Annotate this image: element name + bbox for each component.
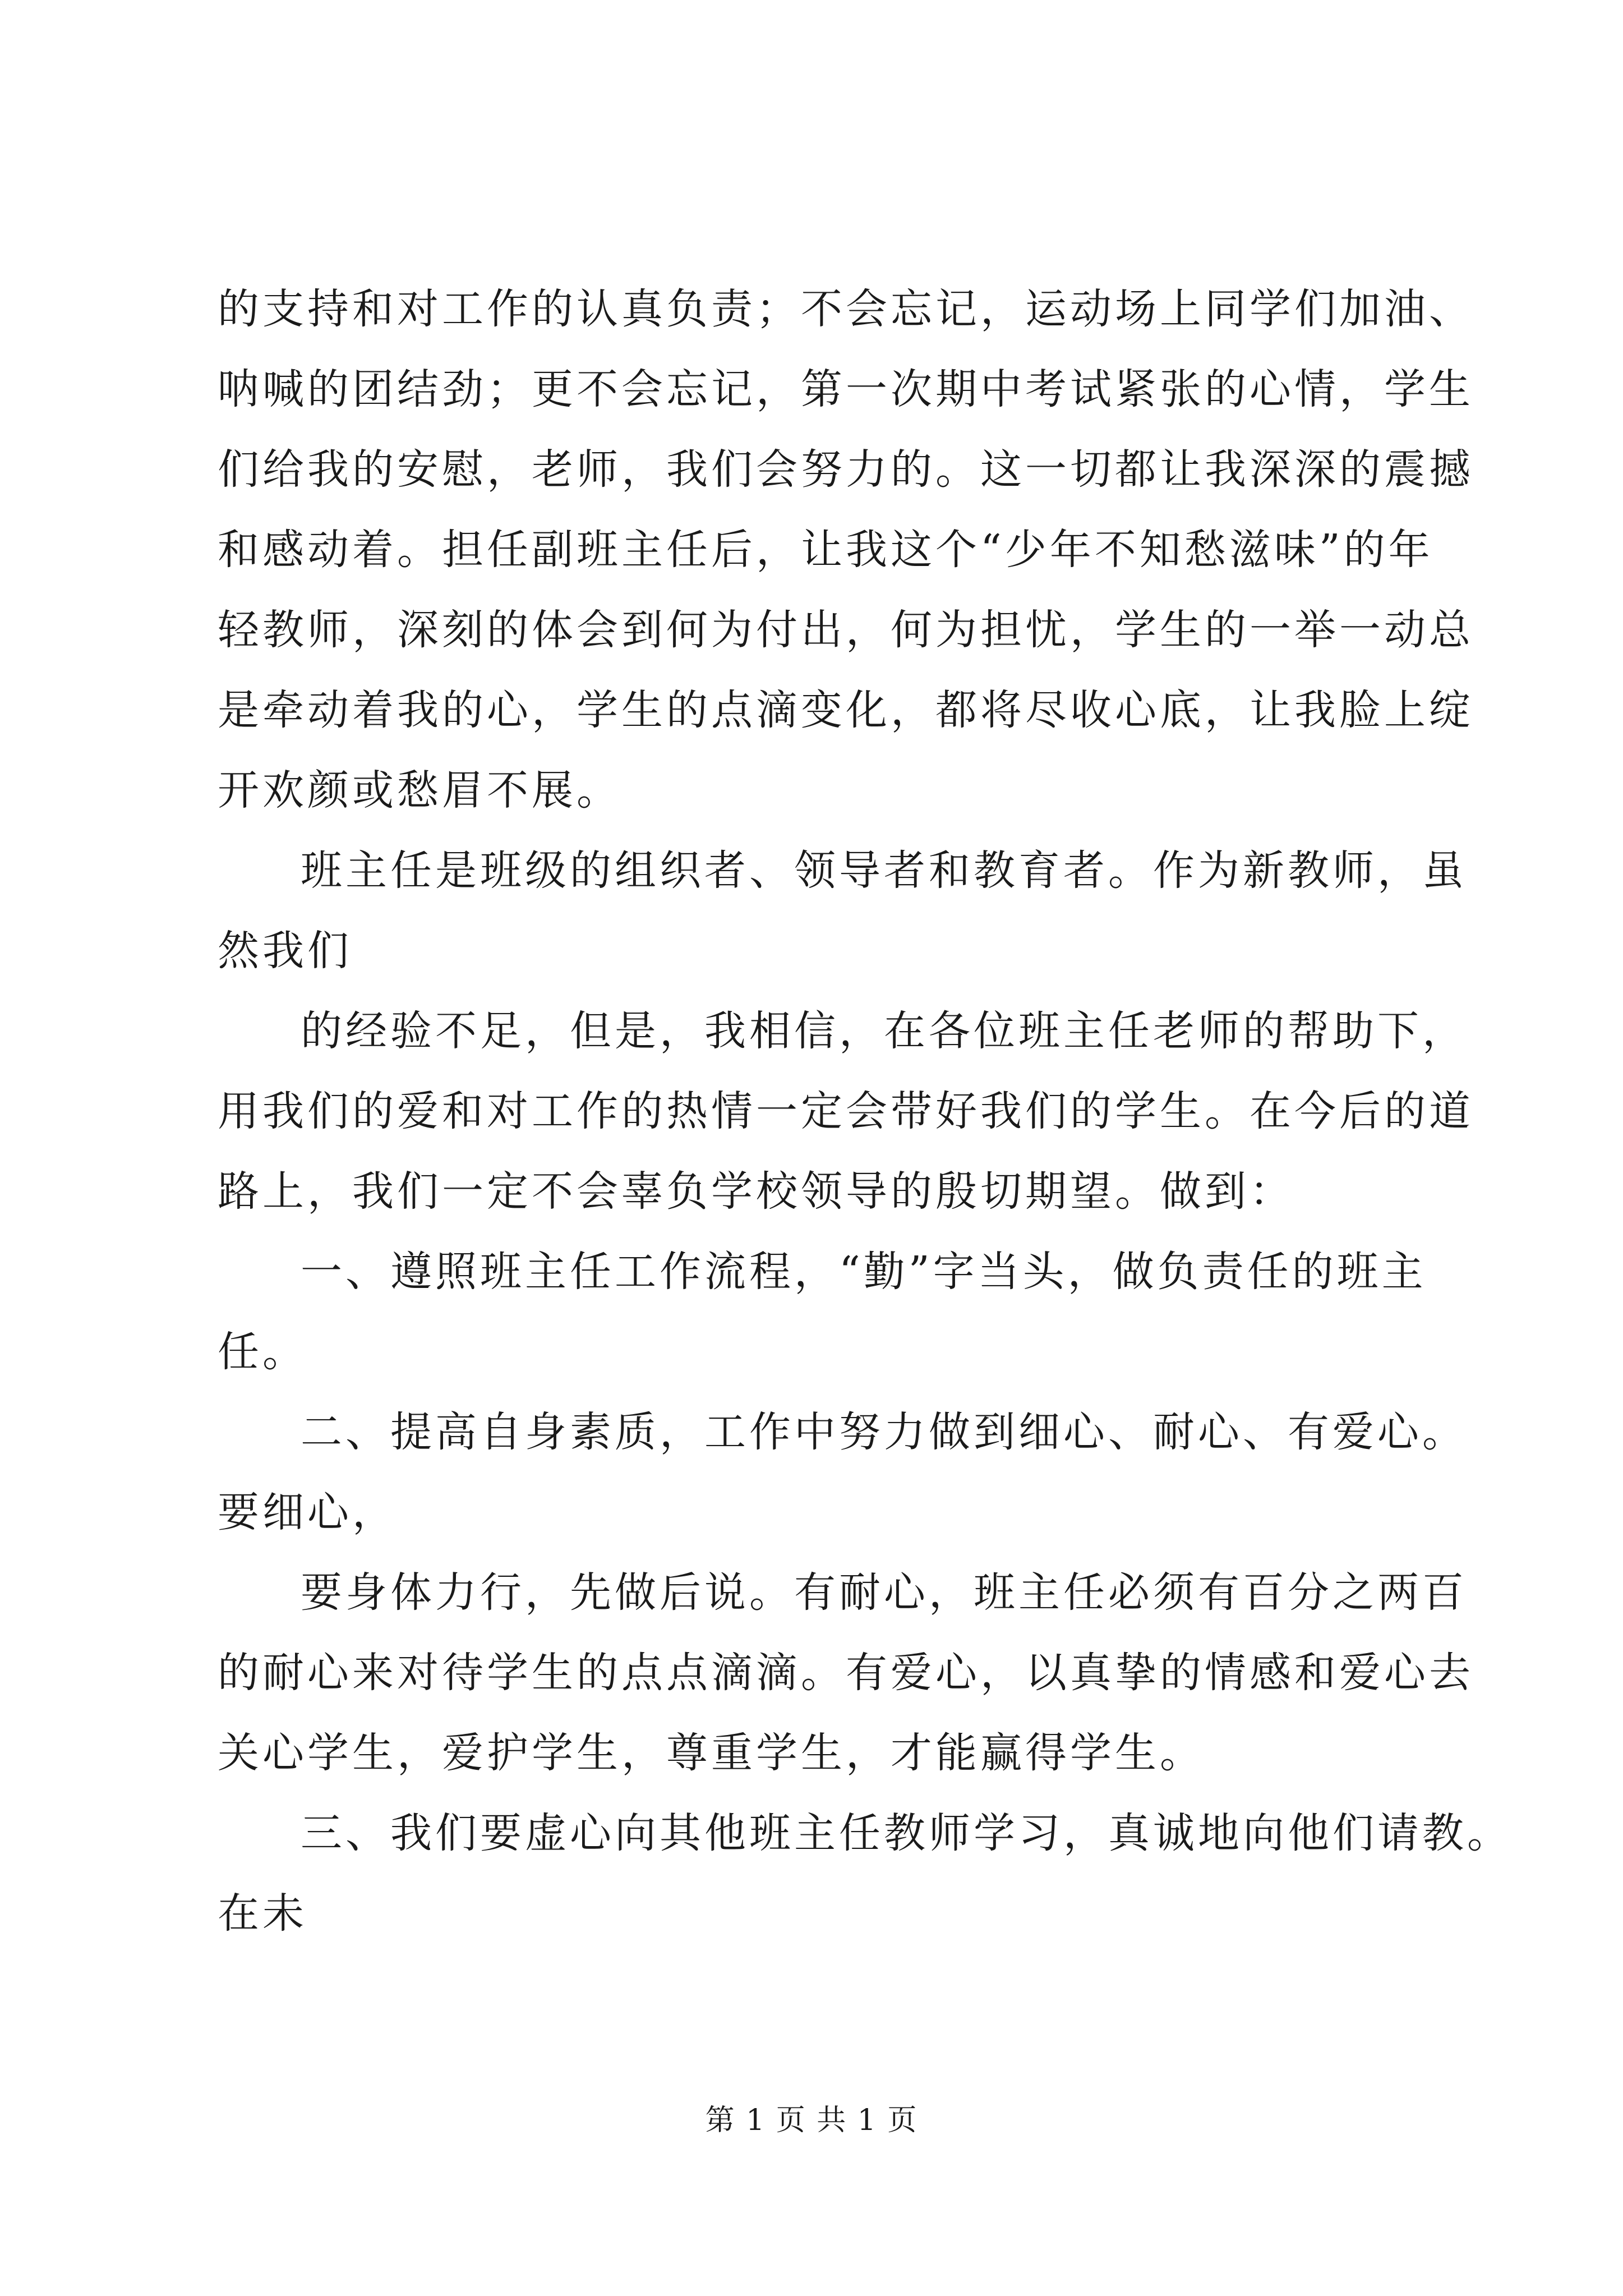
paragraph-first-line: 班主任是班级的组织者、领导者和教育者。作为新教师，虽 — [301, 846, 1467, 895]
text-line: 们给我的安慰，老师，我们会努力的。这一切都让我深深的震撼 — [218, 445, 1474, 494]
text-line: 要细心， — [218, 1488, 397, 1536]
text-line: 的支持和对工作的认真负责；不会忘记，运动场上同学们加油、 — [218, 285, 1474, 333]
document-body — [218, 269, 1512, 1954]
text-line: 在未 — [218, 1889, 307, 1938]
list-item-first-line: 一、遵照班主任工作流程，“勤”字当头，做负责任的班主 — [301, 1248, 1427, 1296]
paragraph-first-line: 要身体力行，先做后说。有耐心，班主任必须有百分之两百 — [301, 1568, 1467, 1617]
text-line: 轻教师，深刻的体会到何为付出，何为担忧，学生的一举一动总 — [218, 606, 1474, 654]
text-line: 开欢颜或愁眉不展。 — [218, 766, 621, 815]
text-line: 路上，我们一定不会辜负学校领导的殷切期望。做到： — [218, 1167, 1294, 1216]
page-footer: 第 1 页 共 1 页 — [705, 2104, 918, 2137]
text-line: 然我们 — [218, 927, 352, 975]
list-item-first-line: 二、提高自身素质，工作中努力做到细心、耐心、有爱心。 — [301, 1408, 1467, 1456]
text-line: 用我们的爱和对工作的热情一定会带好我们的学生。在今后的道 — [218, 1087, 1474, 1135]
paragraph-first-line: 的经验不足，但是，我相信，在各位班主任老师的帮助下， — [301, 1007, 1467, 1055]
text-line: 呐喊的团结劲；更不会忘记，第一次期中考试紧张的心情，学生 — [218, 365, 1474, 413]
text-line: 和感动着。担任副班主任后，让我这个“少年不知愁滋味”的年 — [218, 526, 1433, 574]
text-line: 关心学生，爱护学生，尊重学生，才能赢得学生。 — [218, 1729, 1205, 1777]
list-item-first-line: 三、我们要虚心向其他班主任教师学习，真诚地向他们请教。 — [301, 1809, 1512, 1857]
text-line: 的耐心来对待学生的点点滴滴。有爱心，以真挚的情感和爱心去 — [218, 1649, 1474, 1697]
text-line: 是牵动着我的心，学生的点滴变化，都将尽收心底，让我脸上绽 — [218, 686, 1474, 734]
text-line: 任。 — [218, 1328, 307, 1376]
